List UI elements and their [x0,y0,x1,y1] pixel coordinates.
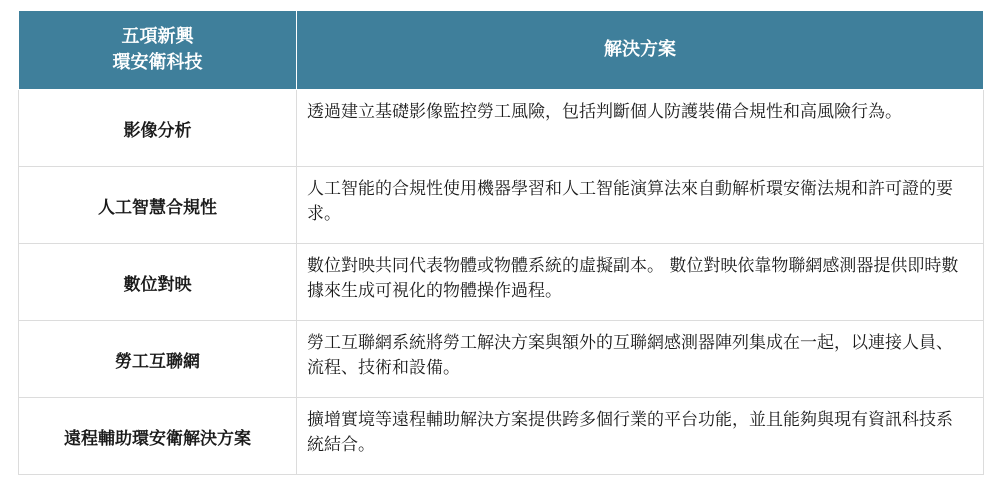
header-technology-line2: 環安衛科技 [112,52,203,73]
table-row [19,398,984,475]
technology-table [18,10,984,475]
solution-cell: 人工智能的合規性使用機器學習和人工智能演算法來自動解析環安衛法規和許可證的要求。 [297,167,984,244]
header-technology-line1: 五項新興 [121,26,194,47]
solution-cell: 勞工互聯網系統將勞工解決方案與額外的互聯網感測器陣列集成在一起，以連接人員、流程、技術和設備。 [297,321,984,398]
table-row [19,167,984,244]
header-technology [19,11,297,90]
header-row [19,11,984,90]
header-solution: 解決方案 [297,11,984,90]
table-row [19,321,984,398]
technology-cell: 遠程輔助環安衛解決方案 [19,398,297,475]
table-header [19,11,984,90]
solution-cell: 數位對映共同代表物體或物體系統的虛擬副本。 數位對映依靠物聯網感測器提供即時數據來生成可視化的物體操作過程。 [297,244,984,321]
technology-cell: 影像分析 [19,90,297,167]
technology-cell: 勞工互聯網 [19,321,297,398]
technology-cell: 數位對映 [19,244,297,321]
solution-cell: 透過建立基礎影像監控勞工風險，包括判斷個人防護裝備合規性和高風險行為。 [297,90,984,167]
solution-cell: 擴增實境等遠程輔助解決方案提供跨多個行業的平台功能，並且能夠與現有資訊科技系統結合。 [297,398,984,475]
table-body [19,90,984,475]
table-row [19,244,984,321]
table-row [19,90,984,167]
technology-cell: 人工智慧合規性 [19,167,297,244]
